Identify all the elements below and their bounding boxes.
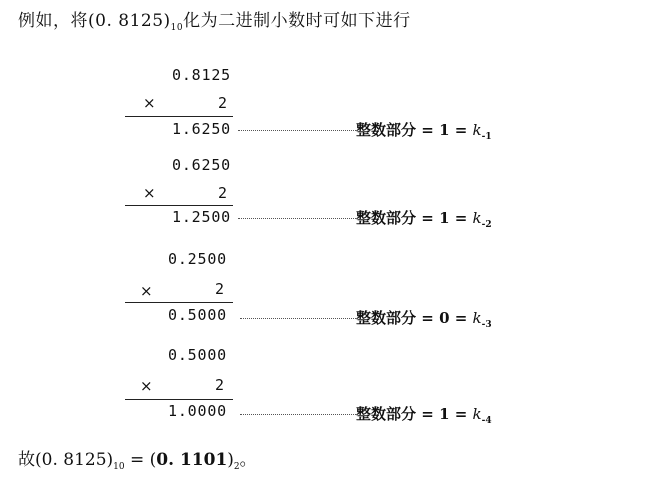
step-4-multiply-sign: × xyxy=(140,377,153,395)
step-1-rule xyxy=(125,116,233,117)
intro-prefix: 例如，将(0. 8125) xyxy=(18,11,171,31)
step-4-multiplier: 2 xyxy=(215,376,225,394)
step-3-eq: = xyxy=(421,309,434,327)
step-2-multiply-sign: × xyxy=(143,184,156,202)
step-3-digit: 0 xyxy=(439,309,450,327)
intro-suffix: 化为二进制小数时可如下进行 xyxy=(183,11,411,31)
step-4-note xyxy=(356,403,492,424)
step-1-k: k xyxy=(472,121,482,139)
step-1-product: 1.6250 xyxy=(172,120,231,138)
step-3-rule xyxy=(125,302,233,303)
step-2-multiplicand: 0.6250 xyxy=(172,156,231,174)
step-2-eq: = xyxy=(421,209,434,227)
step-1-multiply-sign: × xyxy=(143,94,156,112)
step-3-k-sub: -3 xyxy=(481,320,492,330)
conclusion-sub-2: 2 xyxy=(233,462,240,472)
step-1-multiplier: 2 xyxy=(218,94,228,112)
step-4-leader xyxy=(240,414,356,415)
step-2-label: 整数部分 xyxy=(356,209,417,227)
step-1-leader xyxy=(238,130,356,131)
step-2-rule xyxy=(125,205,233,206)
conclusion-binary-value: 0. 1101 xyxy=(156,450,228,470)
conclusion-mid: = ( xyxy=(124,450,157,470)
step-1-digit: 1 xyxy=(439,121,450,139)
step-2-eq2: = xyxy=(454,209,468,227)
step-4-eq2: = xyxy=(454,405,468,423)
step-2-multiplier: 2 xyxy=(218,184,228,202)
step-1-eq: = xyxy=(421,121,434,139)
conclusion-end: 。 xyxy=(239,450,257,470)
step-2-leader xyxy=(238,218,356,219)
conclusion-sub-10: 10 xyxy=(113,462,125,472)
step-4-multiplicand: 0.5000 xyxy=(168,346,227,364)
conclusion-text xyxy=(18,445,257,470)
step-3-label: 整数部分 xyxy=(356,309,417,327)
step-4-rule xyxy=(125,399,233,400)
step-3-multiply-sign: × xyxy=(140,282,153,300)
step-1-k-sub: -1 xyxy=(481,132,492,142)
step-1-note xyxy=(356,119,492,140)
step-3-multiplier: 2 xyxy=(215,280,225,298)
conclusion-prefix: 故(0. 8125) xyxy=(18,450,114,470)
intro-subscript: 10 xyxy=(170,23,184,33)
step-3-k: k xyxy=(472,309,482,327)
step-2-k-sub: -2 xyxy=(481,220,492,230)
step-4-label: 整数部分 xyxy=(356,405,417,423)
step-4-digit: 1 xyxy=(439,405,450,423)
step-2-k: k xyxy=(472,209,482,227)
conclusion-close: ) xyxy=(227,450,234,470)
step-3-product: 0.5000 xyxy=(168,306,227,324)
step-2-product: 1.2500 xyxy=(172,208,231,226)
step-3-note xyxy=(356,307,492,328)
step-2-digit: 1 xyxy=(439,209,450,227)
step-1-multiplicand: 0.8125 xyxy=(172,66,231,84)
step-1-label: 整数部分 xyxy=(356,121,417,139)
step-4-k-sub: -4 xyxy=(481,416,492,426)
step-4-eq: = xyxy=(421,405,434,423)
step-4-k: k xyxy=(472,405,482,423)
step-3-multiplicand: 0.2500 xyxy=(168,250,227,268)
step-1-eq2: = xyxy=(454,121,468,139)
intro-text xyxy=(18,6,411,31)
step-3-eq2: = xyxy=(454,309,468,327)
step-4-product: 1.0000 xyxy=(168,402,227,420)
step-2-note xyxy=(356,207,492,228)
step-3-leader xyxy=(240,318,356,319)
